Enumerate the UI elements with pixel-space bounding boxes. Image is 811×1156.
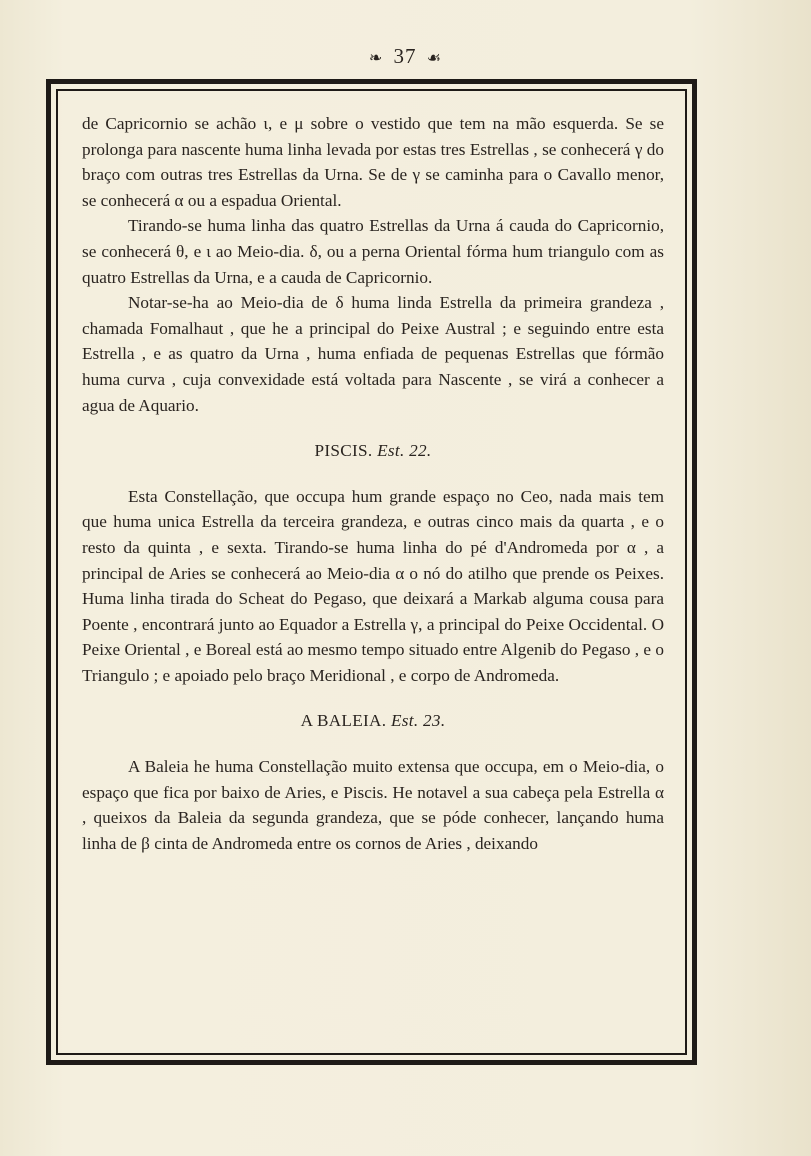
heading-piscis-title: PISCIS.	[314, 441, 373, 461]
paragraph-piscis: Esta Constellação, que occupa hum grande espaço no Ceo, nada mais tem que huma unica Estrella da terceira grandeza, e outras cinco mais da quarta , e o resto da quinta , e sexta. Tirando-se huma linha do pé d'Andromeda por α , a principal de Aries se conhecerá ao Meio-dia α o nó do atilho que prende os Peixes. Huma linha tirada do Scheat do Pegaso, que deixará a Markab alguma cousa para Poente , encontrará junto ao Equador a Estrella γ, a principal do Peixe Occidental. O Peixe Oriental , e Boreal está ao mesmo tempo situado entre Algenib do Pegaso , e o Triangulo ; e apoiado pelo braço Meridional , e corpo de Andromeda.	[82, 486, 664, 685]
heading-piscis	[82, 438, 664, 464]
ornament-left-icon: ❧	[368, 50, 384, 68]
page-text	[82, 111, 664, 856]
heading-baleia	[82, 708, 664, 734]
heading-baleia-plate: Est. 23.	[390, 711, 446, 731]
paragraph-baleia: A Baleia he huma Constellação muito extensa que occupa, em o Meio-dia, o espaço que fica por baixo de Aries, e Piscis. He notavel a sua cabeça pela Estrella α , queixos da Baleia da segunda grandeza, que se póde conhecer, lançando huma linha de β cinta de Andromeda entre os cornos de Aries , deixando	[82, 757, 664, 853]
heading-piscis-plate: Est. 22.	[377, 441, 432, 461]
ornament-right-icon: ☙	[426, 50, 443, 68]
paragraph-tirando-se-linha: Tirando-se huma linha das quatro Estrellas da Urna á cauda do Capricornio, se conhecerá θ, e ι ao Meio-dia. δ, ou a perna Oriental fórma hum triangulo com as quatro Estrellas da Urna, e a cauda de Capricornio.	[82, 216, 664, 287]
page-header	[0, 44, 811, 69]
paragraph-capricornio-urna: de Capricornio se achão ι, e μ sobre o vestido que tem na mão esquerda. Se se prolonga para nascente huma linha levada por estas tres Estrellas , se conhecerá γ do braço com outras tres Estrellas da Urna. Se de γ se caminha para o Cavallo menor, se conhecerá α ou a espadua Oriental.	[82, 114, 664, 210]
paragraph-fomalhaut: Notar-se-ha ao Meio-dia de δ huma linda Estrella da primeira grandeza , chamada Fomalhaut , que he a principal do Peixe Austral ; e seguindo entre esta Estrella , e as quatro da Urna , huma enfiada de pequenas Estrellas que fórmão huma curva , cuja convexidade está voltada para Nascente , se virá a conhecer a agua de Aquario.	[82, 293, 664, 415]
heading-baleia-title: A BALEIA.	[300, 711, 387, 731]
page-number: 37	[393, 44, 417, 68]
